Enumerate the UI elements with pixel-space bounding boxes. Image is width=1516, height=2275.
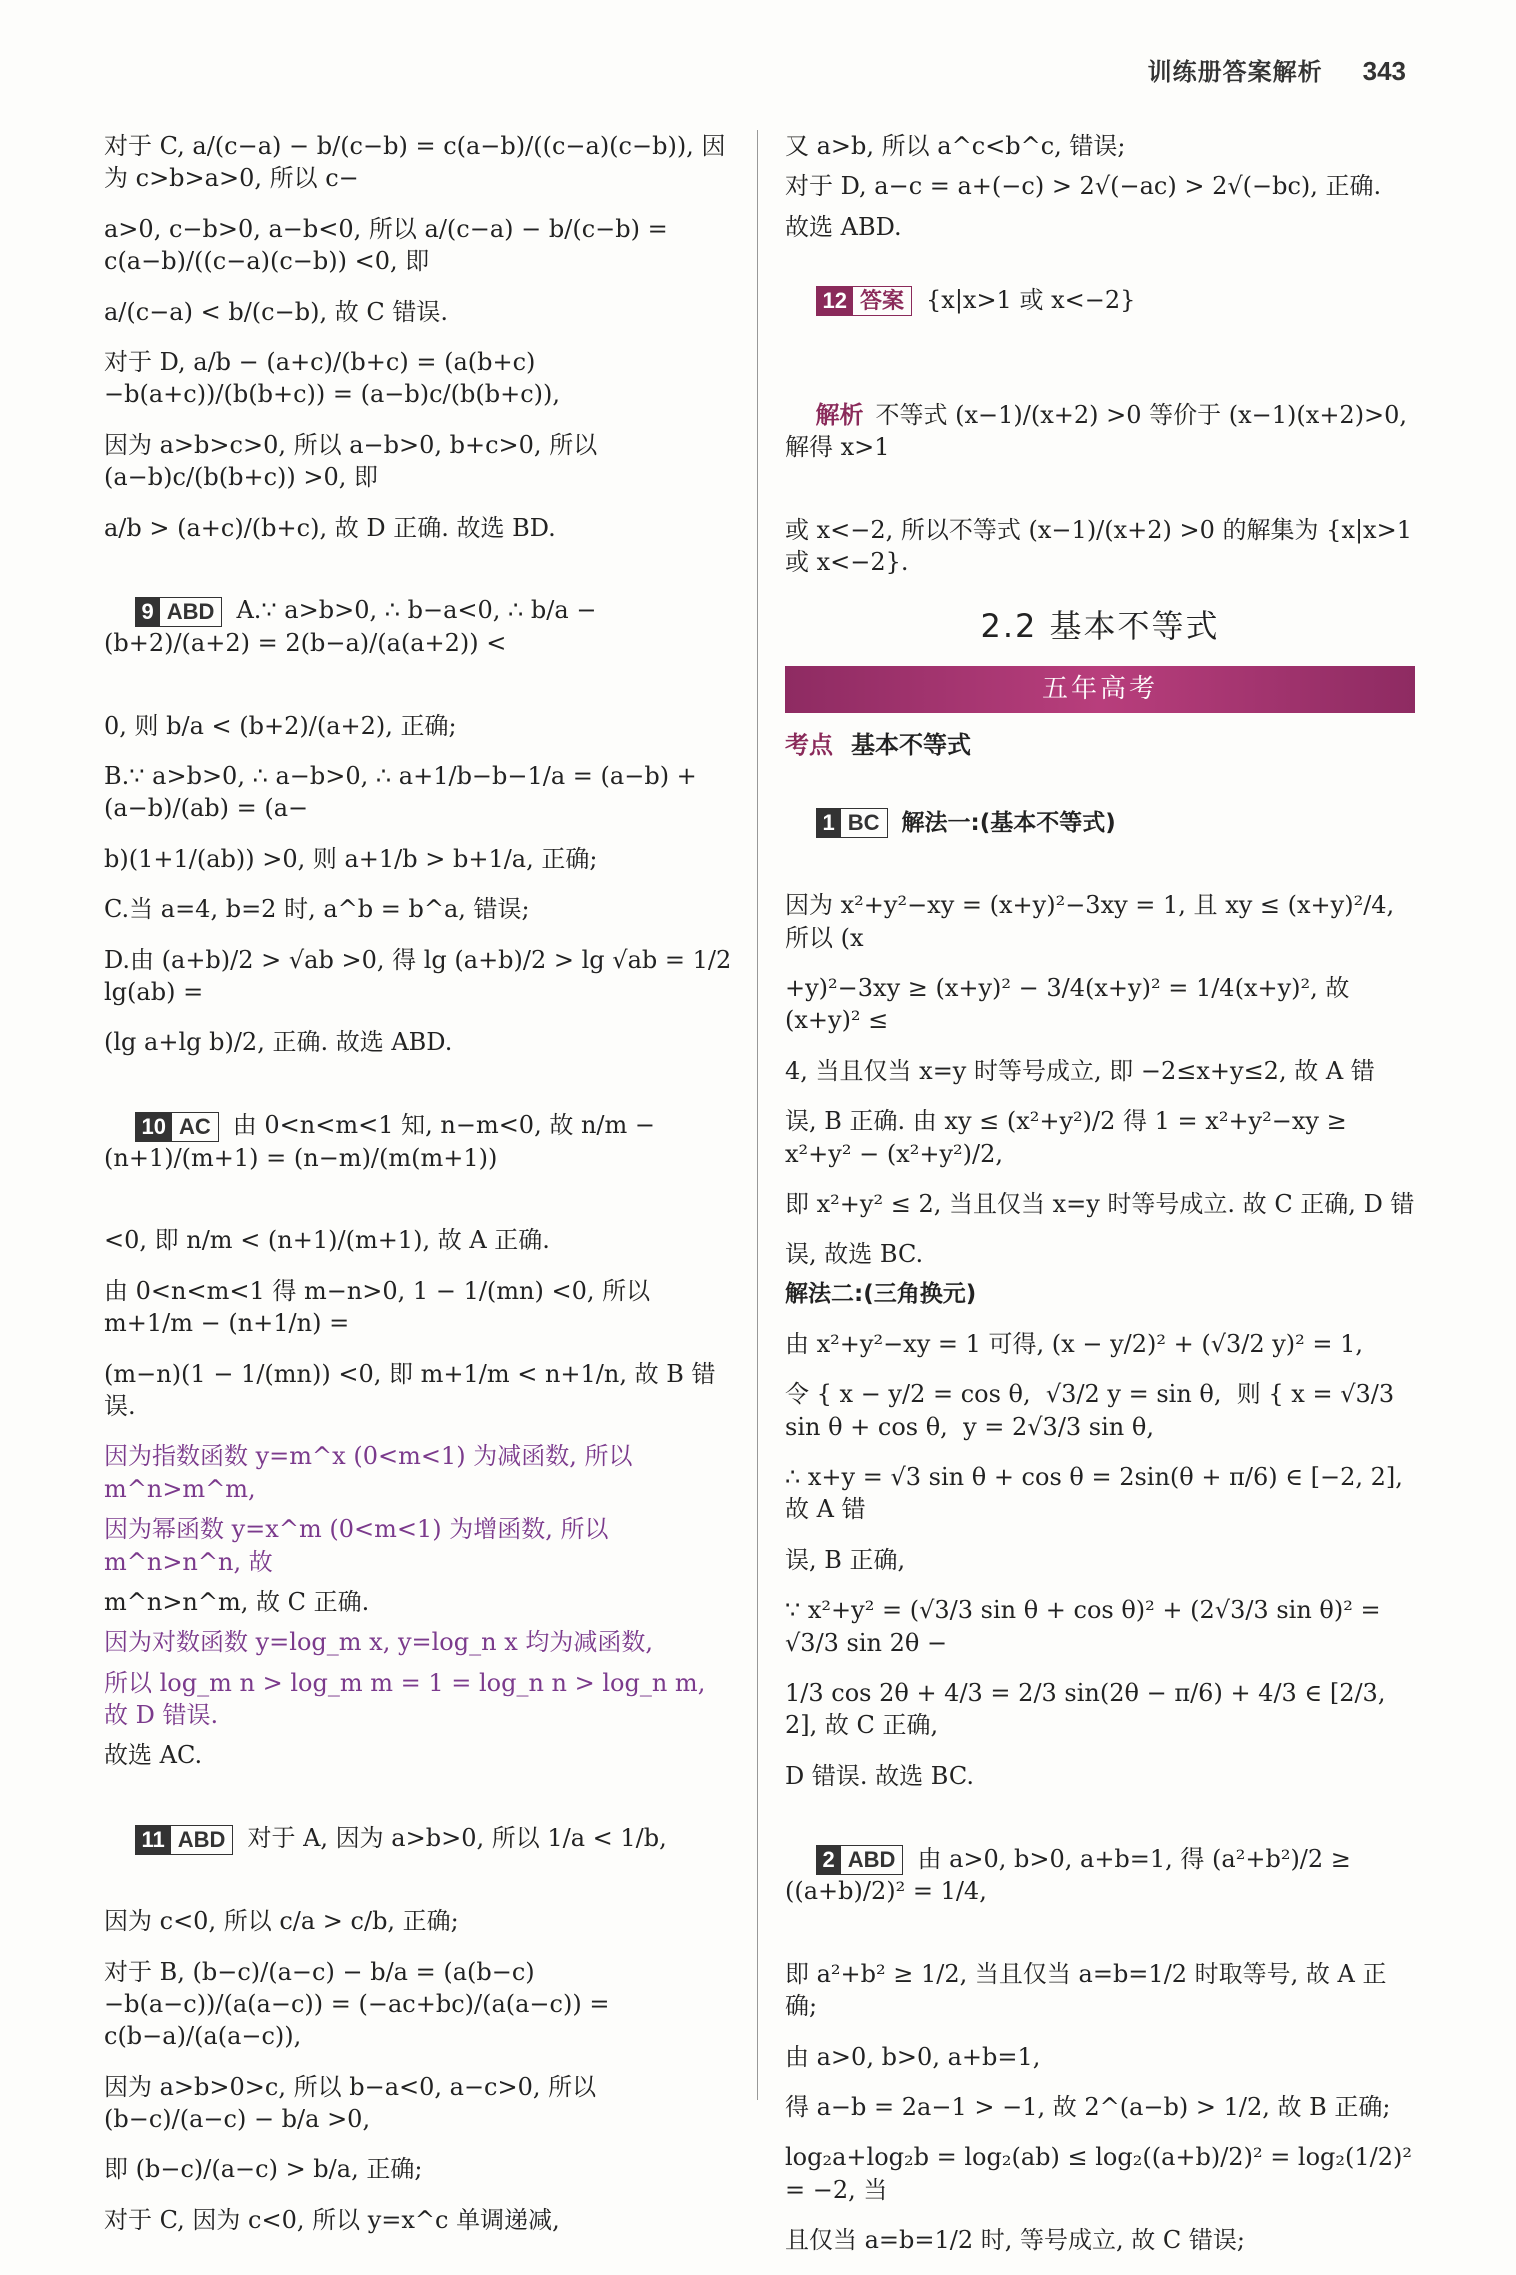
method-heading: 解法一:(基本不等式)	[901, 809, 1116, 836]
question-10	[104, 1077, 734, 1207]
text-line: 且仅当 a=b=1/2 时, 等号成立, 故 C 错误;	[785, 2226, 1245, 2255]
text-line: 由 a>0, b>0, a+b=1,	[785, 2042, 1041, 2071]
text-line: 即 (b−c)/(a−c) > b/a, 正确;	[104, 2155, 423, 2184]
text-line: 故选 ABD.	[785, 212, 902, 241]
text-line: 得 a−b = 2a−1 > −1, 故 2^(a−b) > 1/2, 故 B 正确;	[785, 2093, 1391, 2121]
section-title: 2.2 基本不等式	[980, 606, 1220, 645]
text-line: 误, 故选 BC.	[785, 1240, 924, 1269]
answer-key: ABD	[847, 1847, 896, 1873]
text-line: 因为对数函数 y=log_m x, y=log_n x 均为减函数,	[104, 1628, 653, 1657]
text-line: ∵ x²+y² = (√3/3 sin θ + cos θ)² + (2√3/3 sin θ)² = √3/3 sin 2θ −	[785, 1596, 1389, 1657]
method-heading: 解法二:(三角换元)	[785, 1280, 977, 1307]
text-line: B.∵ a>b>0, ∴ a−b>0, ∴ a+1/b−b−1/a = (a−b) + (a−b)/(ab) = (a−	[104, 761, 705, 823]
answer-badge	[135, 1825, 234, 1855]
answer-badge	[135, 597, 223, 627]
text-line: 即 a²+b² ≥ 1/2, 当且仅当 a=b=1/2 时取等号, 故 A 正确;	[785, 1959, 1387, 2021]
answer-badge	[135, 1112, 219, 1142]
text-line: 对于 C, a/(c−a) − b/(c−b) = c(a−b)/((c−a)(c−b)), 因为 c>b>a>0, 所以 c−	[104, 132, 726, 193]
text-line: 由 0<n<m<1 得 m−n>0, 1 − 1/(mn) <0, 所以 m+1/m − (n+1/n) =	[104, 1276, 658, 1338]
text-line: 4, 当且仅当 x=y 时等号成立, 即 −2≤x+y≤2, 故 A 错	[785, 1056, 1375, 1085]
text-line: a/b > (a+c)/(b+c), 故 D 正确. 故选 BD.	[104, 513, 556, 542]
text-line: 误, B 正确. 由 xy ≤ (x²+y²)/2 得 1 = x²+y²−xy ≥ x²+y² − (x²+y²)/2,	[785, 1107, 1355, 1168]
right-column	[785, 130, 1420, 2275]
text-line: log₂a+log₂b = log₂(ab) ≤ log₂((a+b)/2)² = log₂(1/2)² = −2, 当	[785, 2143, 1420, 2204]
header-title: 训练册答案解析	[1147, 58, 1323, 86]
text-line: 因为幂函数 y=x^m (0<m<1) 为增函数, 所以 m^n>n^n, 故	[104, 1515, 617, 1576]
text-line: a>0, c−b>0, a−b<0, 所以 a/(c−a) − b/(c−b) = c(a−b)/((c−a)(c−b)) <0, 即	[104, 214, 676, 276]
kaodian-title: 基本不等式	[851, 731, 971, 760]
text-line: +y)²−3xy ≥ (x+y)² − 3/4(x+y)² = 1/4(x+y)², 故 (x+y)² ≤	[785, 974, 1358, 1035]
text-line: 因为 a>b>0>c, 所以 b−a<0, a−c>0, 所以 (b−c)/(a−c) − b/a >0,	[104, 2072, 604, 2134]
text-line: 或 x<−2, 所以不等式 (x−1)/(x+2) >0 的解集为 {x|x>1 或 x<−2}.	[785, 516, 1420, 577]
text-line: 又 a>b, 所以 a^c<b^c, 错误;	[785, 132, 1126, 160]
text-line: 由 0<n<m<1 知, n−m<0, 故 n/m − (n+1)/(m+1) = (n−m)/(m(m+1))	[104, 1111, 663, 1172]
question-number: 12	[817, 287, 853, 315]
text-line: (m−n)(1 − 1/(mn)) <0, 即 m+1/m < n+1/n, 故 B 错误.	[104, 1359, 716, 1420]
text-line: 对于 C, 因为 c<0, 所以 y=x^c 单调递减,	[104, 2205, 560, 2234]
answer-key: BC	[847, 810, 880, 836]
text-line: ∴ x+y = √3 sin θ + cos θ = 2sin(θ + π/6) ∈ [−2, 2], 故 A 错	[785, 1463, 1411, 1524]
question-number: 10	[136, 1113, 172, 1141]
text-line: 对于 D, a−c = a+(−c) > 2√(−ac) > 2√(−bc), 正确.	[785, 172, 1382, 201]
text-line: 误, B 正确,	[785, 1545, 906, 1574]
analysis-label: 解析	[815, 399, 864, 429]
question-number: 2	[817, 1846, 841, 1874]
text-line: 所以 log_m n > log_m m = 1 = log_n n > log_n m, 故 D 错误.	[104, 1668, 713, 1730]
text-line: (lg a+lg b)/2, 正确. 故选 ABD.	[104, 1028, 453, 1057]
text-line: 因为 c<0, 所以 c/a > c/b, 正确;	[104, 1907, 459, 1936]
text-line: <0, 即 n/m < (n+1)/(m+1), 故 A 正确.	[104, 1226, 550, 1255]
question-2	[785, 1810, 1415, 1940]
answer-text: {x|x>1 或 x<−2}	[926, 285, 1136, 314]
answer-badge	[816, 808, 888, 838]
text-line: a/(c−a) < b/(c−b), 故 C 错误.	[104, 297, 448, 326]
text-line: 0, 则 b/a < (b+2)/(a+2), 正确;	[104, 711, 457, 740]
page-header	[1148, 52, 1406, 87]
text-line: C.当 a=4, b=2 时, a^b = b^a, 错误;	[104, 895, 530, 924]
page-number: 343	[1362, 56, 1406, 86]
question-number: 9	[136, 598, 160, 626]
text-line: A.∵ a>b>0, ∴ b−a<0, ∴ b/a − (b+2)/(a+2) = 2(b−a)/(a(a+2)) <	[104, 596, 605, 657]
question-1	[785, 773, 1415, 871]
kaodian-label: 考点	[785, 731, 833, 760]
kaodian-heading	[785, 729, 1415, 761]
question-number: 1	[817, 809, 841, 837]
text-line: 故选 AC.	[104, 1741, 203, 1770]
text-line: 对于 D, a/b − (a+c)/(b+c) = (a(b+c)−b(a+c))/(b(b+c)) = (a−b)c/(b(b+c)),	[104, 347, 560, 409]
text-line: 不等式 (x−1)/(x+2) >0 等价于 (x−1)(x+2)>0, 解得 x>1	[785, 400, 1415, 462]
text-line: 1/3 cos 2θ + 4/3 = 2/3 sin(2θ − π/6) + 4/3 ∈ [2/3, 2], 故 C 正确,	[785, 1678, 1394, 1740]
text-line: D 错误. 故选 BC.	[785, 1761, 974, 1790]
answer-key: AC	[179, 1113, 211, 1139]
section-banner: 五年高考	[785, 666, 1415, 713]
text-line: 即 x²+y² ≤ 2, 当且仅当 x=y 时等号成立. 故 C 正确, D 错	[785, 1190, 1415, 1219]
text-line: D.由 (a+b)/2 > √ab >0, 得 lg (a+b)/2 > lg √ab = 1/2 lg(ab) =	[104, 945, 739, 1006]
text-line: 因为指数函数 y=m^x (0<m<1) 为减函数, 所以 m^n>m^m,	[104, 1442, 641, 1503]
left-column	[104, 130, 739, 2254]
text-line: 由 a>0, b>0, a+b=1, 得 (a²+b²)/2 ≥ ((a+b)/2)² = 1/4,	[785, 1844, 1359, 1906]
answer-badge	[816, 286, 913, 316]
text-line: 因为 x²+y²−xy = (x+y)²−3xy = 1, 且 xy ≤ (x+y)²/4, 所以 (x	[785, 891, 1402, 952]
column-divider	[757, 130, 758, 2100]
question-number: 11	[136, 1826, 171, 1854]
text-line: 由 x²+y²−xy = 1 可得, (x − y/2)² + (√3/2 y)² = 1,	[785, 1329, 1364, 1358]
answer-key: ABD	[177, 1826, 226, 1852]
text-line: b)(1+1/(ab)) >0, 则 a+1/b > b+1/a, 正确;	[104, 844, 598, 873]
question-12	[785, 251, 1415, 348]
analysis	[785, 366, 1415, 496]
answer-badge	[816, 1845, 904, 1875]
text-line: 对于 B, (b−c)/(a−c) − b/a = (a(b−c)−b(a−c))/(a(a−c)) = (−ac+bc)/(a(a−c)) = c(b−a)/(a(a−c)),	[104, 1957, 618, 2051]
question-9	[104, 562, 734, 692]
answer-label: 答案	[860, 288, 905, 314]
text-line: 对于 A, 因为 a>b>0, 所以 1/a < 1/b,	[247, 1824, 667, 1853]
text-line: 令 { x − y/2 = cos θ, √3/2 y = sin θ, 则 { x = √3/3 sin θ + cos θ, y = 2√3/3 sin θ,	[785, 1380, 1402, 1441]
answer-key: ABD	[166, 598, 215, 624]
text-line: 因为 a>b>c>0, 所以 a−b>0, b+c>0, 所以 (a−b)c/(b(b+c)) >0, 即	[104, 430, 605, 492]
text-line: m^n>n^m, 故 C 正确.	[104, 1587, 370, 1616]
question-11	[104, 1790, 734, 1887]
